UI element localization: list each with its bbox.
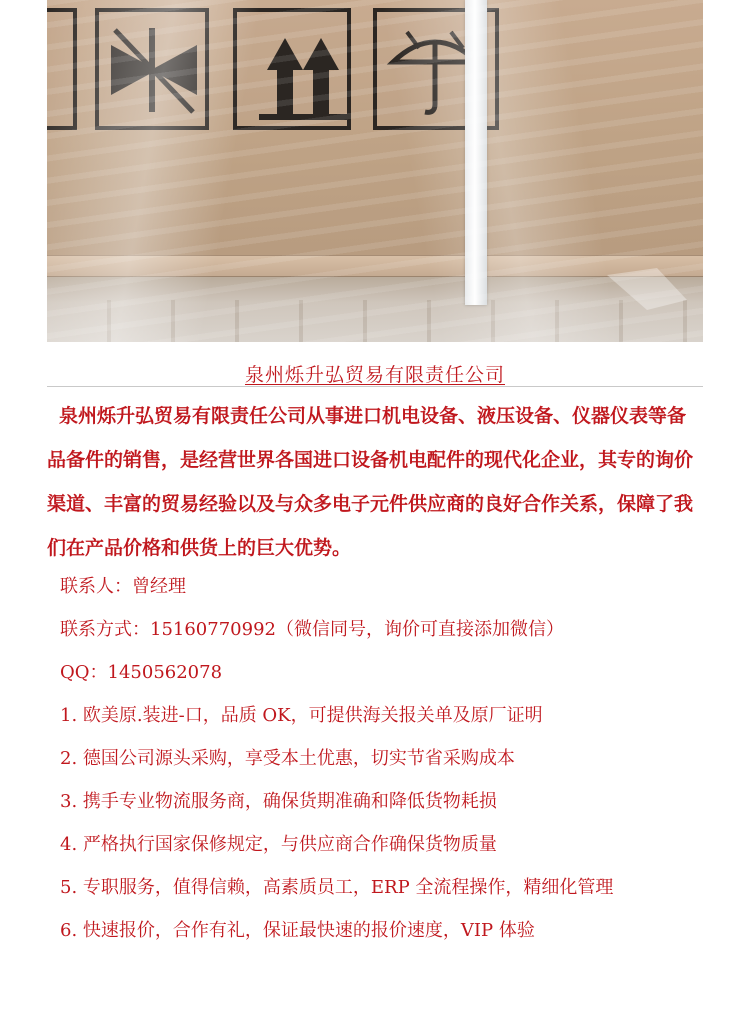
product-photo: [47, 0, 703, 342]
plastic-wrap-reflection: [47, 0, 703, 342]
company-intro: 泉州烁升弘贸易有限责任公司从事进口机电设备、液压设备、仪器仪表等备品备件的销售，是经营世界各国进口设备机电配件的现代化企业，其专的询价渠道、丰富的贸易经验以及与众多电子元件供应商的良好合作关系，保障了我们在产品价格和供货上的巨大优势。: [47, 405, 694, 559]
feature-item: 3. 携手专业物流服务商，确保货期准确和降低货物耗损: [60, 791, 497, 812]
feature-item: 6. 快速报价，合作有礼，保证最快速的报价速度，VIP 体验: [60, 920, 535, 941]
feature-item: 5. 专职服务，值得信赖，高素质员工，ERP 全流程操作，精细化管理: [60, 877, 614, 898]
feature-item: 2. 德国公司源头采购，享受本土优惠，切实节省采购成本: [60, 748, 515, 769]
divider: [47, 386, 703, 387]
company-title[interactable]: 泉州烁升弘贸易有限责任公司: [244, 364, 505, 386]
feature-item: 4. 严格执行国家保修规定，与供应商合作确保货物质量: [60, 834, 497, 855]
feature-item: 1. 欧美原.装进-口，品质 OK，可提供海关报关单及原厂证明: [60, 705, 543, 726]
contact-phone: 联系方式：15160770992（微信同号，询价可直接添加微信）: [60, 619, 564, 640]
contact-person: 联系人：曾经理: [60, 576, 186, 597]
contact-qq: QQ：1450562078: [60, 662, 223, 683]
